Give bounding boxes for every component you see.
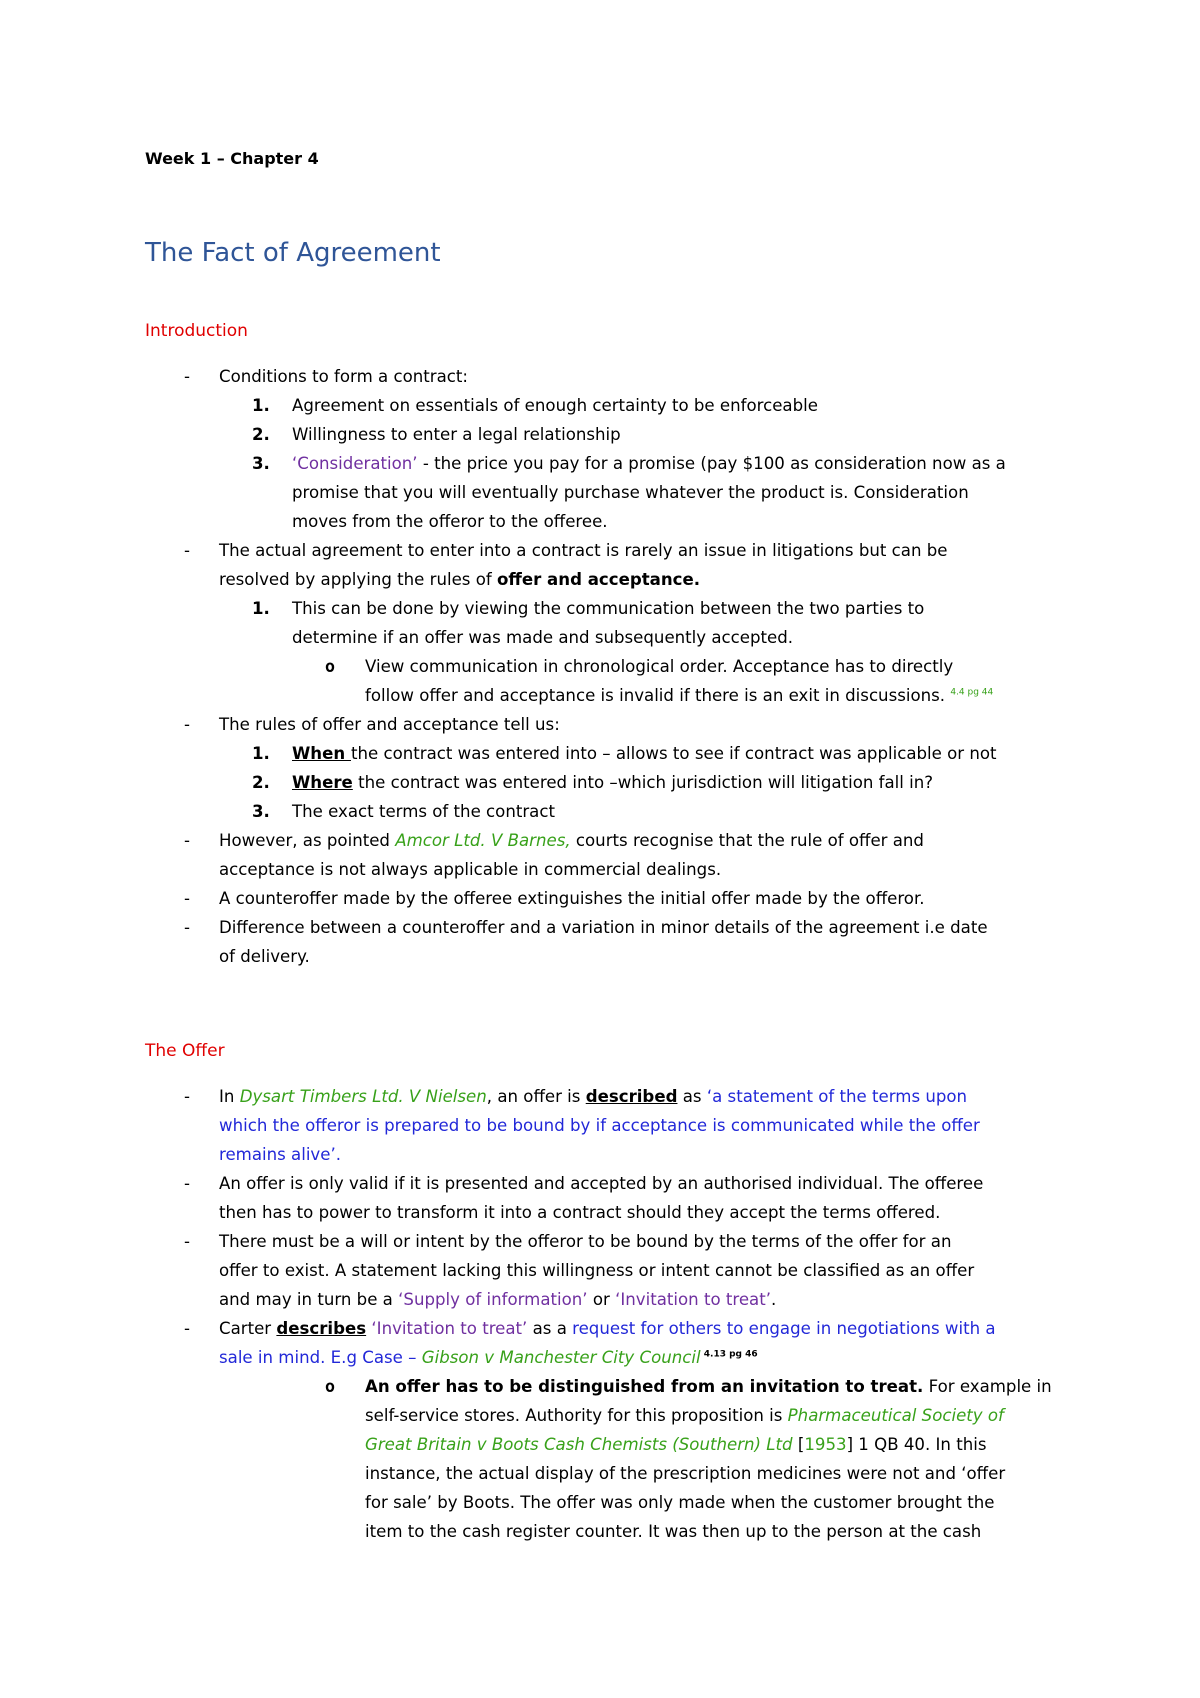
sub-bullet-marker: o (325, 1377, 335, 1396)
condition-item-2: Willingness to enter a legal relationship (292, 425, 621, 444)
offer-heading: The Offer (145, 1041, 225, 1061)
offer-bullet-4: Carter describes ‘Invitation to treat’ as a request for others to engage in negotiations with a (219, 1319, 996, 1338)
offer-definition-line-3: remains alive’. (219, 1145, 342, 1164)
offer-definition: ‘a statement of the terms upon (706, 1087, 968, 1106)
list-number: 2. (252, 425, 270, 444)
intro-bullet-5: A counteroffer made by the offeree extinguishes the initial offer made by the offeror. (219, 889, 925, 908)
intro-bullet-3: The rules of offer and acceptance tell us: (219, 715, 560, 734)
offer-bullet-2: An offer is only valid if it is presented and accepted by an authorised individual. The offeree (219, 1174, 984, 1193)
page-reference: 4.4 pg 44 (950, 687, 994, 698)
list-number: 3. (252, 802, 270, 821)
communication-item: This can be done by viewing the communication between the two parties to (292, 599, 925, 618)
invitation-note: An offer has to be distinguished from an invitation to treat. For example in (365, 1377, 1052, 1396)
condition-item-1: Agreement on essentials of enough certainty to be enforceable (292, 396, 818, 415)
list-number: 1. (252, 744, 270, 763)
rule-item-3: The exact terms of the contract (292, 802, 555, 821)
case-name: Amcor Ltd. V Barnes, (395, 831, 571, 850)
intro-bullet-4-line-2: acceptance is not always applicable in commercial dealings. (219, 860, 722, 879)
bullet-dash: - (184, 918, 190, 937)
bullet-dash: - (184, 1319, 190, 1338)
chronological-note-line-2: follow offer and acceptance is invalid if there is an exit in discussions. $^{4.4 pg 44}$ (365, 686, 994, 705)
bullet-dash: - (184, 367, 190, 386)
communication-item-line-2: determine if an offer was made and subsequently accepted. (292, 628, 794, 647)
document-title: The Fact of Agreement (145, 238, 441, 268)
bullet-dash: - (184, 1232, 190, 1251)
condition-item-3: ‘Consideration’ - the price you pay for a promise (pay $100 as consideration now as a (292, 454, 1006, 473)
consideration-term: ‘Consideration’ (292, 454, 418, 473)
invitation-note-line-6: item to the cash register counter. It was then up to the person at the cash (365, 1522, 982, 1541)
offer-bullet-3-line-3: and may in turn be a ‘Supply of information’ or ‘Invitation to treat’. (219, 1290, 777, 1309)
offer-bullet-3: There must be a will or intent by the offeror to be bound by the terms of the offer for an (219, 1232, 952, 1251)
rule-item-1: When the contract was entered into – allows to see if contract was applicable or not (292, 744, 997, 763)
introduction-heading: Introduction (145, 321, 248, 341)
case-name: Dysart Timbers Ltd. V Nielsen (239, 1087, 487, 1106)
offer-bullet-4-line-2: sale in mind. E.g Case – Gibson v Manchester City Council $^{4.13 pg 46}$ (219, 1348, 758, 1367)
intro-bullet-2-line-2: resolved by applying the rules of offer and acceptance. (219, 570, 701, 589)
rule-item-2: Where the contract was entered into –which jurisdiction will litigation fall in? (292, 773, 934, 792)
condition-item-3-line-2: promise that you will eventually purchase whatever the product is. Consideration (292, 483, 969, 502)
offer-bullet-2-line-2: then has to power to transform it into a contract should they accept the terms offered. (219, 1203, 941, 1222)
offer-definition-line-2: which the offeror is prepared to be bound by if acceptance is communicated while the offer (219, 1116, 980, 1135)
bullet-dash: - (184, 1087, 190, 1106)
case-name: Gibson v Manchester City Council (421, 1348, 701, 1367)
week-header: Week 1 – Chapter 4 (145, 149, 319, 168)
invitation-note-line-5: for sale’ by Boots. The offer was only made when the customer brought the (365, 1493, 995, 1512)
invitation-note-line-3: Great Britain v Boots Cash Chemists (Southern) Ltd [1953] 1 QB 40. In this (365, 1435, 987, 1454)
bullet-dash: - (184, 541, 190, 560)
sub-bullet-marker: o (325, 657, 335, 676)
intro-bullet-6: Difference between a counteroffer and a variation in minor details of the agreement i.e date (219, 918, 988, 937)
list-number: 1. (252, 599, 270, 618)
invitation-note-line-2: self-service stores. Authority for this proposition is Pharmaceutical Society of (365, 1406, 1004, 1425)
bullet-dash: - (184, 831, 190, 850)
chronological-note: View communication in chronological order. Acceptance has to directly (365, 657, 954, 676)
list-number: 2. (252, 773, 270, 792)
invitation-note-line-4: instance, the actual display of the prescription medicines were not and ‘offer (365, 1464, 1006, 1483)
bullet-dash: - (184, 889, 190, 908)
offer-bullet-1: In Dysart Timbers Ltd. V Nielsen, an offer is described as ‘a statement of the terms upon (219, 1087, 968, 1106)
intro-bullet-4: However, as pointed Amcor Ltd. V Barnes, courts recognise that the rule of offer and (219, 831, 924, 850)
intro-bullet-6-line-2: of delivery. (219, 947, 310, 966)
offer-bullet-3-line-2: offer to exist. A statement lacking this willingness or intent cannot be classified as an offer (219, 1261, 975, 1280)
intro-bullet-2: The actual agreement to enter into a contract is rarely an issue in litigations but can be (219, 541, 948, 560)
bullet-dash: - (184, 715, 190, 734)
list-number: 3. (252, 454, 270, 473)
bullet-dash: - (184, 1174, 190, 1193)
intro-bullet-1: Conditions to form a contract: (219, 367, 468, 386)
case-name: Pharmaceutical Society of (787, 1406, 1004, 1425)
list-number: 1. (252, 396, 270, 415)
page-reference: 4.13 pg 46 (700, 1349, 758, 1360)
condition-item-3-line-3: moves from the offeror to the offeree. (292, 512, 608, 531)
